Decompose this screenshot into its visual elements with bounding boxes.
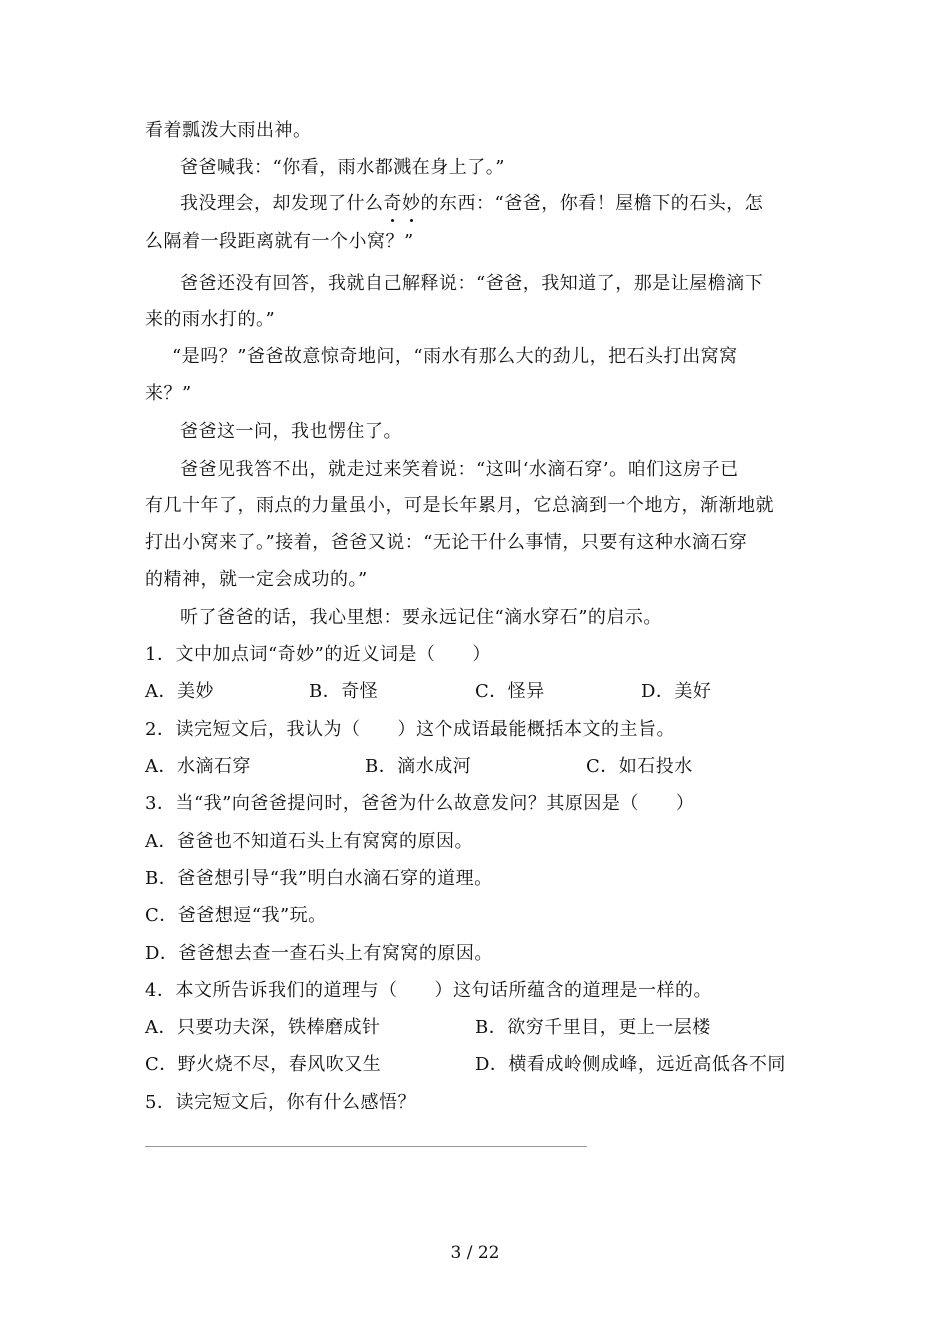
question-1: 1．文中加点词“奇妙”的近义词是（ ） (145, 644, 491, 665)
passage-line: 看着瓢泼大雨出神。 (145, 120, 312, 141)
passage-line: 听了爸爸的话，我心里想：要永远记住“滴水穿石”的启示。 (180, 607, 662, 628)
passage-line: 爸爸见我答不出，就走过来笑着说：“这叫‘水滴石穿’。咱们这房子已 (180, 459, 739, 480)
q2-option-a: A．水滴石穿 (145, 756, 251, 777)
q4-option-b: B．欲穷千里目，更上一层楼 (475, 1017, 711, 1038)
text-segment: 我没理会，却发现了什么 (180, 193, 384, 214)
q1-option-b: B．奇怪 (309, 681, 379, 702)
emphasis-dot-char: 奇 (383, 193, 402, 214)
passage-line: 么隔着一段距离就有一个小窝？” (145, 231, 414, 252)
q1-option-c: C．怪异 (475, 681, 545, 702)
question-3: 3．当“我”向爸爸提问时，爸爸为什么故意发问？其原因是（ ） (145, 793, 695, 814)
question-5: 5．读完短文后，你有什么感悟？ (145, 1092, 416, 1113)
q2-option-c: C．如石投水 (586, 756, 693, 777)
passage-line: 的精神，就一定会成功的。” (145, 569, 368, 590)
passage-line: 来？” (145, 383, 192, 404)
q3-option-c: C．爸爸想逗“我”玩。 (145, 905, 327, 926)
passage-line: 有几十年了，雨点的力量虽小，可是长年累月，它总滴到一个地方，渐渐地就 (145, 495, 774, 516)
q1-option-d: D．美好 (641, 681, 712, 702)
q3-option-d: D．爸爸想去查一查石头上有窝窝的原因。 (145, 943, 493, 964)
q4-option-d: D．横看成岭侧成峰，远近高低各不同 (475, 1054, 786, 1075)
answer-blank-line[interactable] (145, 1146, 587, 1147)
question-2: 2．读完短文后，我认为（ ）这个成语最能概括本文的主旨。 (145, 719, 675, 740)
q3-option-b: B．爸爸想引导“我”明白水滴石穿的道理。 (145, 868, 493, 889)
text-segment: 的东西：“爸爸，你看！屋檐下的石头，怎 (420, 193, 764, 214)
passage-line: 爸爸喊我：“你看，雨水都溅在身上了。” (180, 157, 505, 178)
q1-option-a: A．美妙 (145, 681, 214, 702)
passage-line: “是吗？”爸爸故意惊奇地问，“雨水有那么大的劲儿，把石头打出窝窝 (172, 346, 738, 367)
question-4: 4．本文所告诉我们的道理与（ ）这句话所蕴含的道理是一样的。 (145, 980, 712, 1001)
q4-option-a: A．只要功夫深，铁棒磨成针 (145, 1017, 381, 1038)
passage-line: 爸爸这一问，我也愣住了。 (180, 421, 402, 442)
passage-line: 打出小窝来了。”接着，爸爸又说：“无论干什么事情，只要有这种水滴石穿 (145, 532, 748, 553)
q3-option-a: A．爸爸也不知道石头上有窝窝的原因。 (145, 831, 473, 852)
q4-option-c: C．野火烧不尽，春风吹又生 (145, 1054, 382, 1075)
passage-line: 来的雨水打的。” (145, 309, 276, 330)
q2-option-b: B．滴水成河 (365, 756, 472, 777)
emphasis-dot-char: 妙 (402, 193, 421, 214)
passage-line: 爸爸还没有回答，我就自己解释说：“爸爸，我知道了，那是让屋檐滴下 (180, 273, 764, 294)
page-number: 3 / 22 (450, 1243, 500, 1263)
passage-line-with-dotted-word (180, 192, 763, 216)
